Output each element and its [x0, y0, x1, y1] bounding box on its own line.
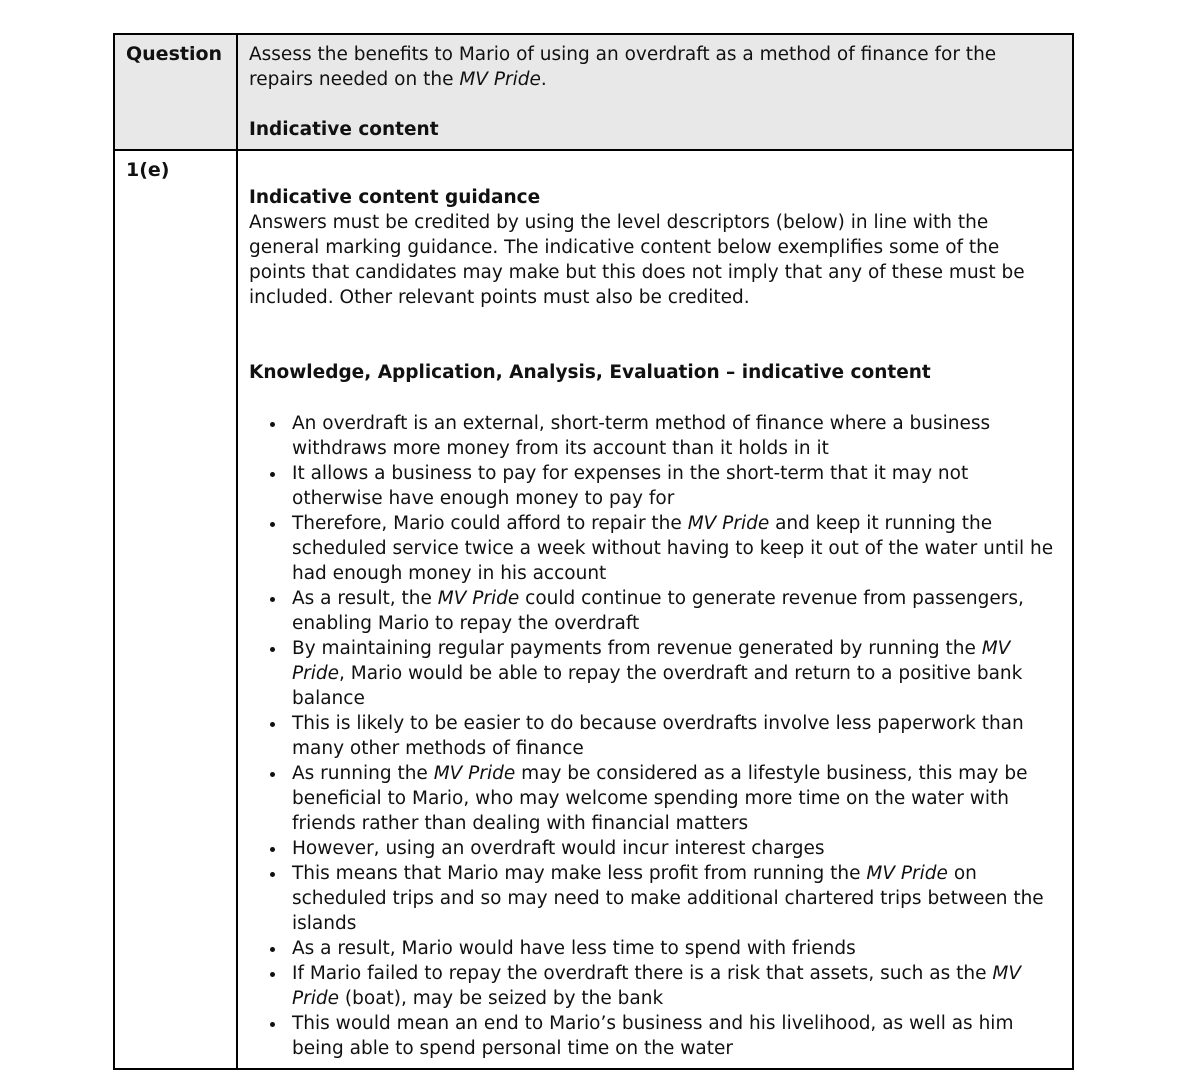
question-text-cell [237, 34, 1073, 150]
bullet-item: • Therefore, Mario could afford to repair the MV Pride and keep it running the scheduled service twice a week without having to keep it out of the water until he had enough money in his account [287, 511, 1061, 586]
bullet-item: • As a result, Mario would have less time to spend with friends [287, 936, 1061, 961]
question-text: Assess the benefits to Mario of using an overdraft as a method of finance for the repairs needed on the MV Pride. [249, 44, 997, 90]
bullet-item: • This would mean an end to Mario’s business and his livelihood, as well as him being able to spend personal time on the water [287, 1011, 1061, 1061]
bullet-item: • It allows a business to pay for expenses in the short-term that it may not otherwise have enough money to pay for [287, 461, 1061, 511]
indicative-content-subheading: Indicative content [249, 119, 439, 140]
guidance-heading: Indicative content guidance [249, 187, 541, 208]
question-label: Question [126, 43, 223, 65]
bullet-item: • As a result, the MV Pride could continue to generate revenue from passengers, enabling Mario to repay the overdraft [287, 586, 1061, 636]
bullet-list [249, 411, 1061, 1061]
question-number: 1(e) [126, 159, 170, 181]
question-header-cell [114, 34, 237, 150]
bullet-item: • This is likely to be easier to do because overdrafts involve less paperwork than many other methods of finance [287, 711, 1061, 761]
bullet-item: • This means that Mario may make less profit from running the MV Pride on scheduled trips and so may need to make additional chartered trips between the islands [287, 861, 1061, 936]
question-header-row [114, 34, 1073, 150]
guidance-text: Answers must be credited by using the level descriptors (below) in line with the general marking guidance. The indicative content below exemplifies some of the points that candidates may make but this does not imply that any of these must be included. Other relevant points must also be credited. [249, 212, 1025, 308]
bullet-item: • An overdraft is an external, short-term method of finance where a business withdraws more money from its account than it holds in it [287, 411, 1061, 461]
bullet-item: • As running the MV Pride may be considered as a lifestyle business, this may be beneficial to Mario, who may welcome spending more time on the water with friends rather than dealing with financial matters [287, 761, 1061, 836]
bullet-item: • By maintaining regular payments from revenue generated by running the MV Pride, Mario would be able to repay the overdraft and return to a positive bank balance [287, 636, 1061, 711]
content-heading: Knowledge, Application, Analysis, Evaluation – indicative content [249, 362, 931, 383]
answer-row [114, 150, 1073, 1069]
answer-content-cell [237, 150, 1073, 1069]
bullet-item: • If Mario failed to repay the overdraft there is a risk that assets, such as the MV Pride (boat), may be seized by the bank [287, 961, 1061, 1011]
mark-scheme-table [113, 33, 1074, 1070]
question-number-cell [114, 150, 237, 1069]
bullet-item: • However, using an overdraft would incur interest charges [287, 836, 1061, 861]
